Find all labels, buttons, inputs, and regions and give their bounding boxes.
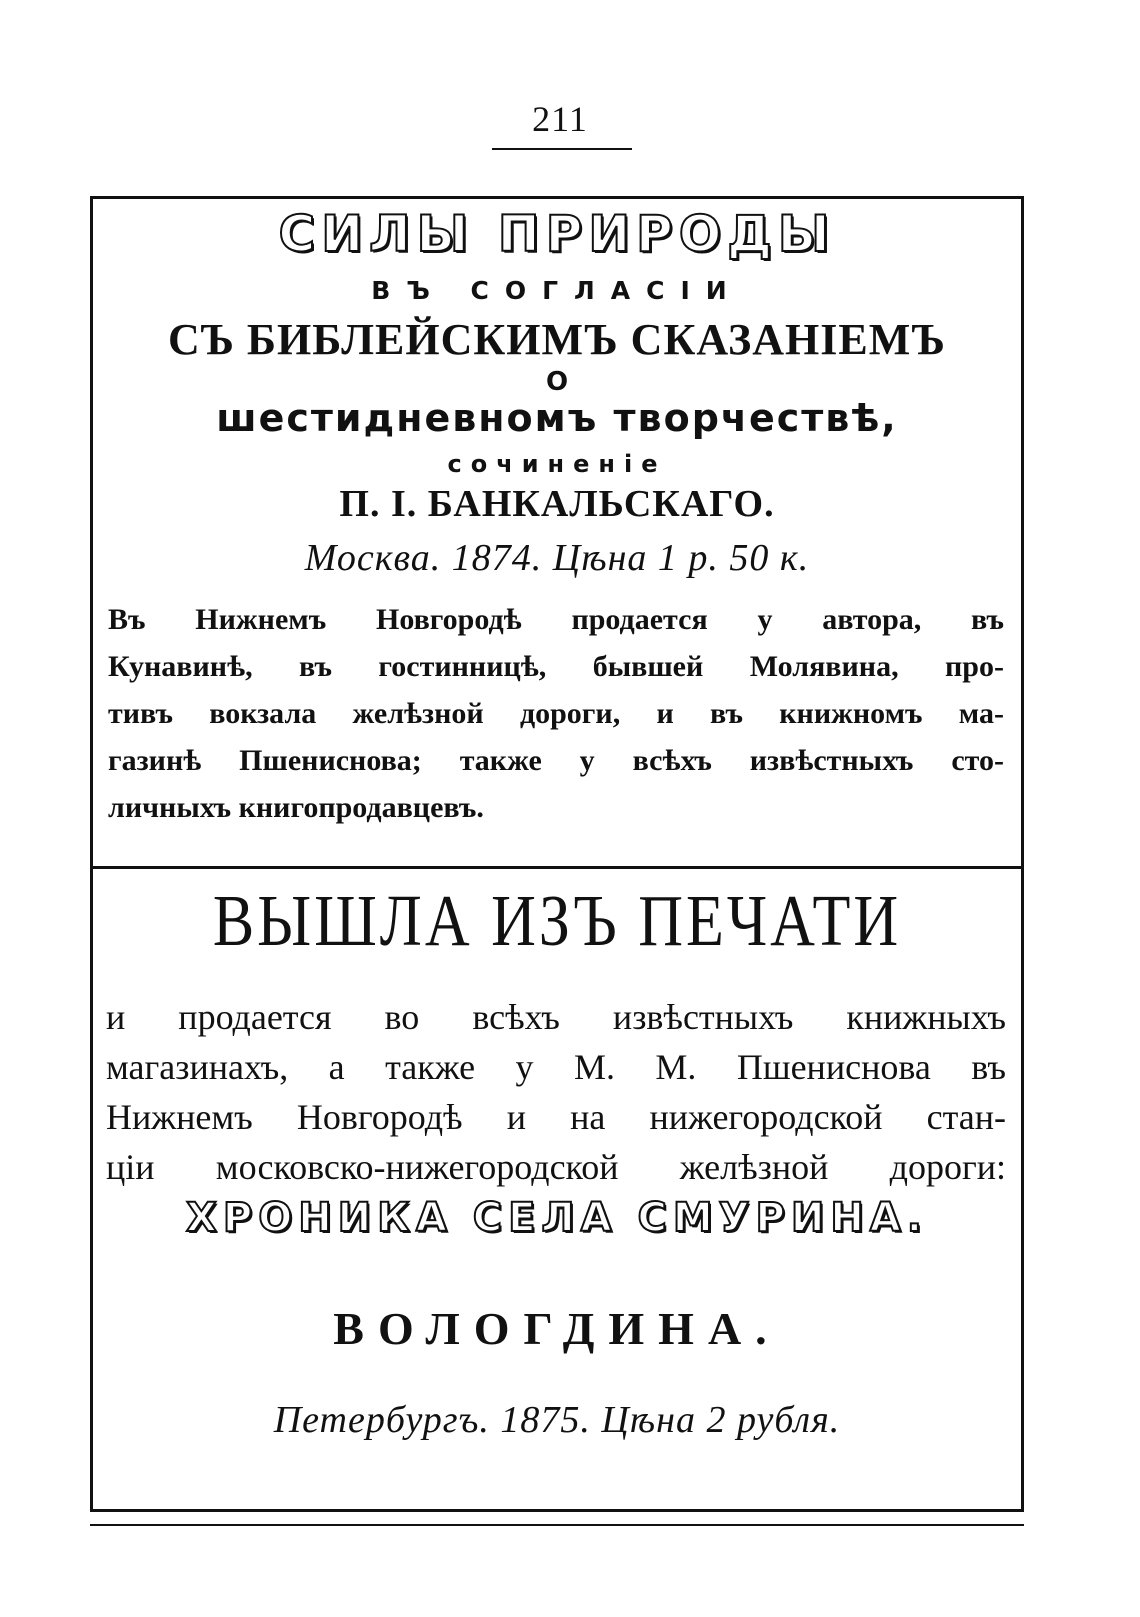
- ad2-sale-line: и продается во всѣхъ извѣстныхъ книжныхъ: [106, 997, 1006, 1037]
- ad1-sale-line: тивъ вокзала желѣзной дороги, и въ книжномъ ма-: [108, 697, 1004, 730]
- ad2-sale-line: Нижнемъ Новгородѣ и на нижегородской стан-: [106, 1097, 1006, 1137]
- ad1-sale-line: личныхъ книгопродавцевъ.: [108, 791, 484, 824]
- ad1-work-label: сочиненіе: [447, 450, 667, 478]
- ad1-sale-line: Кунавинѣ, въ гостинницѣ, бывшей Молявина, про-: [108, 650, 1004, 683]
- ad1-subtitle-bold: СЪ БИБЛЕЙСКИМЪ СКАЗАНІЕМЪ: [168, 315, 946, 364]
- ad2-imprint: Петербургъ. 1875. Цѣна 2 рубля.: [273, 1399, 841, 1441]
- ad1-subtitle-spaced: ВЪ СОГЛАСІИ: [371, 276, 743, 305]
- bottom-rule: [90, 1524, 1024, 1526]
- ad1-sale-line: газинѣ Пшениснова; также у всѣхъ извѣстныхъ сто-: [108, 744, 1004, 777]
- ad1-preposition: О: [545, 367, 569, 397]
- ad2-sale-line: магазинахъ, а также у М. М. Пшениснова въ: [106, 1047, 1006, 1087]
- section-divider: [90, 866, 1024, 869]
- ad1-sale-paragraph: [108, 596, 1004, 831]
- ad1-subject: шестидневномъ творчествѣ,: [216, 396, 898, 440]
- ad2-author: ВОЛОГДИНА.: [333, 1303, 781, 1354]
- ad2-heading: ВЫШЛА ИЗЪ ПЕЧАТИ: [212, 881, 902, 962]
- page-number-rule: [492, 148, 632, 150]
- ad1-title: СИЛЫ ПРИРОДЫ: [278, 205, 836, 263]
- ad2-sale-paragraph: [106, 992, 1006, 1192]
- ad2-sale-line: ціи московско-нижегородской желѣзной дороги:: [106, 1147, 1006, 1187]
- ad1-sale-line: Въ Нижнемъ Новгородѣ продается у автора, въ: [108, 603, 1004, 636]
- page-number: 211: [532, 99, 588, 139]
- ad2-book-title: ХРОНИКА СЕЛА СМУРИНА.: [186, 1195, 928, 1241]
- ad1-imprint: Москва. 1874. Цѣна 1 р. 50 к.: [304, 537, 810, 579]
- ad1-author: П. І. БАНКАЛЬСКАГО.: [339, 483, 775, 525]
